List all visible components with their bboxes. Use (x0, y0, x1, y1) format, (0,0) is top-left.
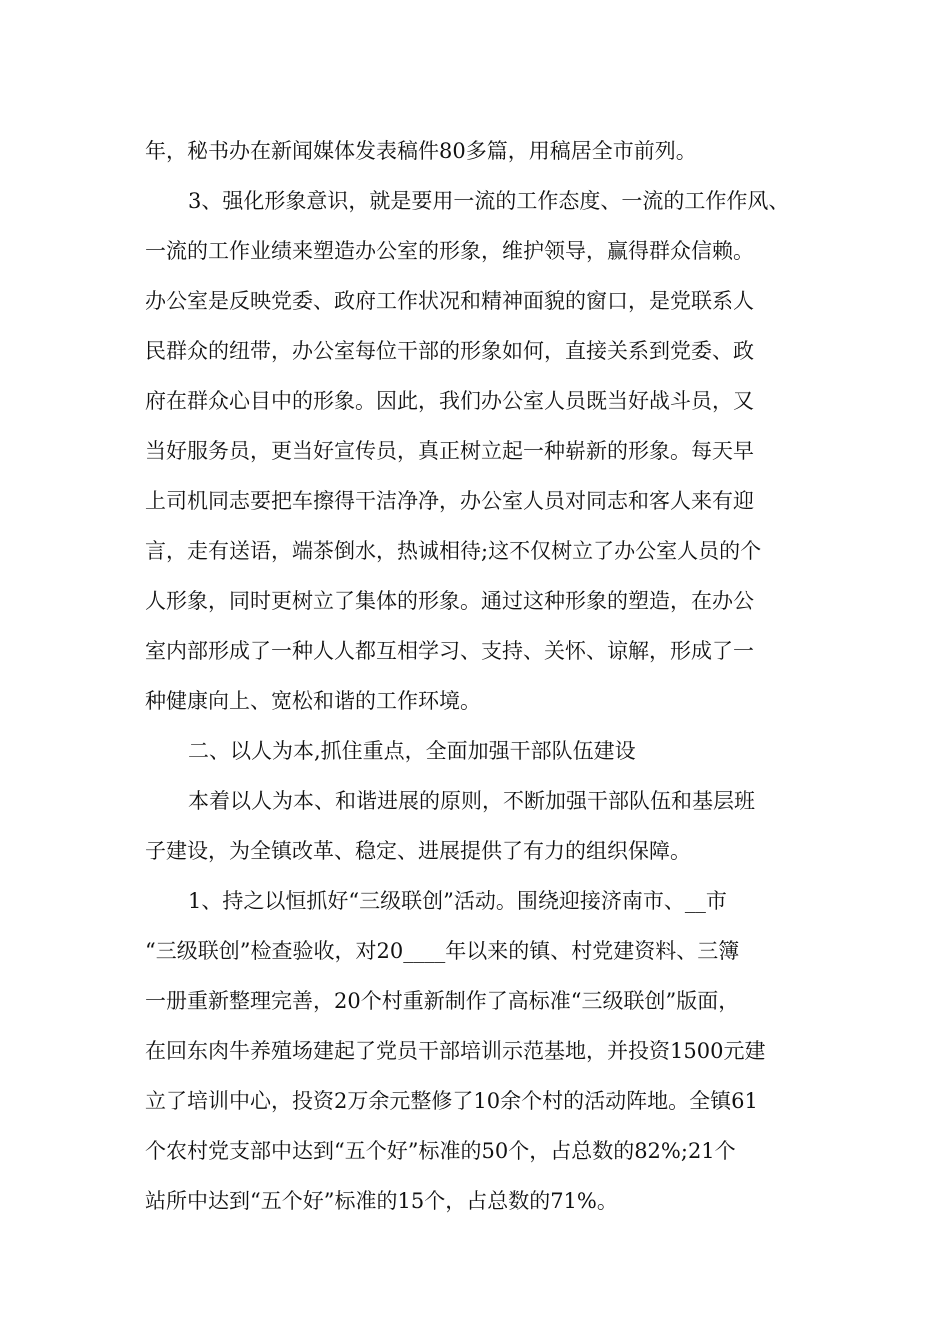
text-line: 种健康向上、宽松和谐的工作环境。 (145, 689, 481, 713)
text-line: 办公室是反映党委、政府工作状况和精神面貌的窗口，是党联系人 (145, 289, 754, 313)
text-line: 室内部形成了一种人人都互相学习、支持、关怀、谅解，形成了一 (145, 639, 754, 663)
text-line: “三级联创”检查验收，对20____年以来的镇、村党建资料、三簿 (145, 939, 740, 963)
text-line: 本着以人为本、和谐进展的原则，不断加强干部队伍和基层班 (188, 789, 755, 813)
text-line: 年，秘书办在新闻媒体发表稿件80多篇，用稿居全市前列。 (145, 139, 697, 163)
section-heading: 二、以人为本,抓住重点，全面加强干部队伍建设 (188, 739, 636, 763)
text-line: 府在群众心目中的形象。因此，我们办公室人员既当好战斗员，又 (145, 389, 754, 413)
text-line: 言，走有送语，端茶倒水，热诚相待;这不仅树立了办公室人员的个 (145, 539, 762, 563)
text-line: 子建设，为全镇改革、稳定、进展提供了有力的组织保障。 (145, 839, 691, 863)
text-line: 在回东肉牛养殖场建起了党员干部培训示范基地，并投资1500元建 (145, 1039, 766, 1063)
text-line: 一册重新整理完善，20个村重新制作了高标准“三级联创”版面， (145, 989, 740, 1013)
text-line: 立了培训中心，投资2万余元整修了10余个村的活动阵地。全镇61 (145, 1089, 758, 1113)
text-line: 当好服务员，更当好宣传员，真正树立起一种崭新的形象。每天早 (145, 439, 754, 463)
text-line: 上司机同志要把车擦得干洁净净，办公室人员对同志和客人来有迎 (145, 489, 754, 513)
text-line: 站所中达到“五个好”标准的15个，占总数的71%。 (145, 1189, 618, 1213)
text-line: 1、持之以恒抓好“三级联创”活动。围绕迎接济南市、__市 (188, 889, 727, 913)
text-line: 个农村党支部中达到“五个好”标准的50个，占总数的82%;21个 (145, 1139, 736, 1163)
text-line: 3、强化形象意识，就是要用一流的工作态度、一流的工作作风、 (188, 189, 790, 213)
text-line: 人形象，同时更树立了集体的形象。通过这种形象的塑造，在办公 (145, 589, 754, 613)
text-line: 一流的工作业绩来塑造办公室的形象，维护领导，赢得群众信赖。 (145, 239, 754, 263)
text-line: 民群众的纽带，办公室每位干部的形象如何，直接关系到党委、政 (145, 339, 754, 363)
